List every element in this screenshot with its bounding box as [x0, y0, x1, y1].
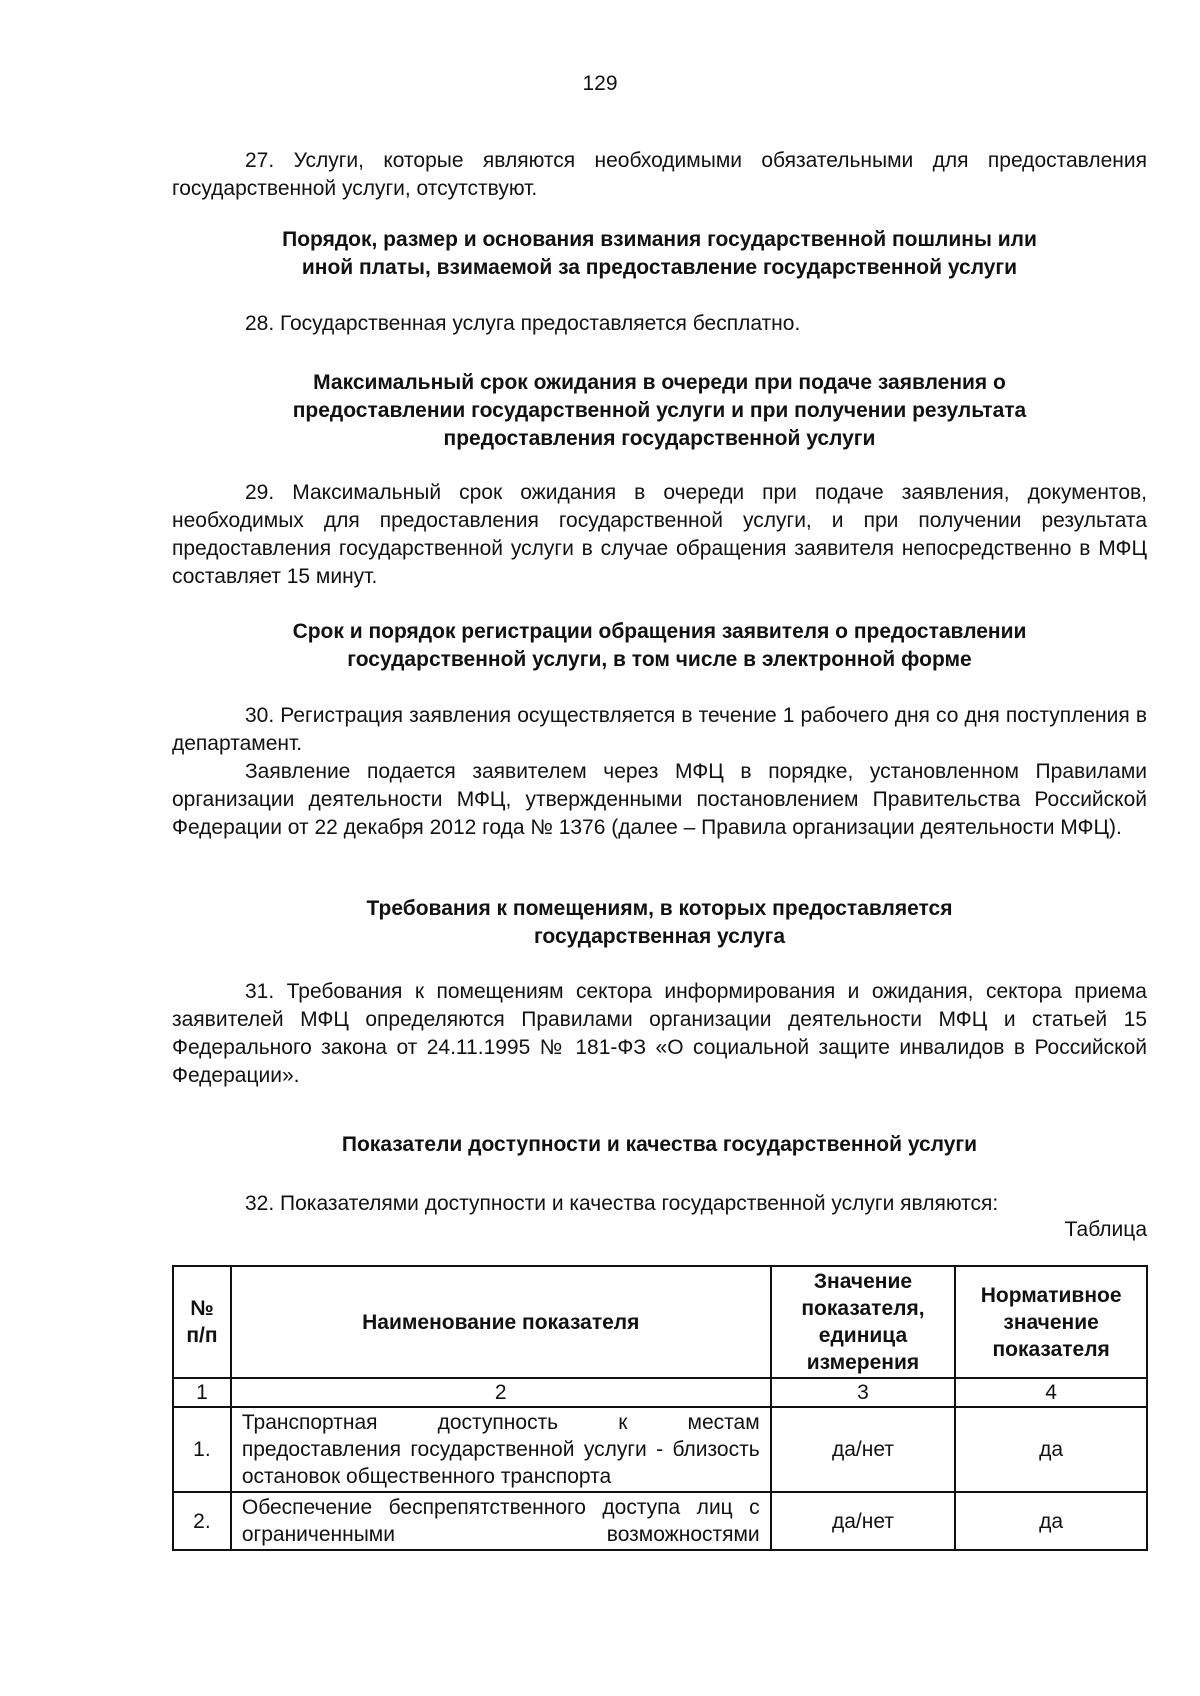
- heading-registration: [172, 618, 1147, 674]
- page-number: 129: [582, 72, 618, 95]
- heading-wait: [172, 369, 1147, 453]
- paragraph-28-text: 28. Государственная услуга предоставляется бесплатно.: [245, 312, 801, 335]
- row-2-value: да/нет: [771, 1492, 956, 1550]
- header-number: № п/п: [173, 1266, 231, 1378]
- header-norm: Нормативное значение показателя: [955, 1266, 1147, 1378]
- row-2-number: 2.: [173, 1492, 231, 1550]
- paragraph-29-text: 29. Максимальный срок ожидания в очереди при подаче заявления, документов, необходимых для предоставления государственной услуги, и при получении результата предоставления государственной услуги в случае обращения заявителя непосредственно в МФЦ составляет 15 минут.: [172, 481, 1147, 588]
- table-caption: Таблица: [1064, 1218, 1147, 1241]
- row-1-norm: да: [955, 1407, 1147, 1492]
- column-number-2: 2: [231, 1378, 771, 1407]
- heading-premises-line-1: Требования к помещениям, в которых предоставляется: [366, 897, 953, 920]
- heading-registration-line-2: государственной услуги, в том числе в электронной форме: [347, 648, 972, 671]
- paragraph-27-text: 27. Услуги, которые являются необходимыми обязательными для предоставления государственной услуги, отсутствуют.: [172, 149, 1147, 200]
- table-row: [173, 1407, 1147, 1492]
- heading-fee-line-1: Порядок, размер и основания взимания государственной пошлины или: [282, 228, 1037, 251]
- header-value: Значение показателя, единица измерения: [771, 1266, 956, 1378]
- table-header-row: [173, 1266, 1147, 1378]
- row-1-name: Транспортная доступность к местам предоставления государственной услуги - близость остановок общественного транспорта: [231, 1407, 771, 1492]
- heading-registration-line-1: Срок и порядок регистрации обращения заявителя о предоставлении: [292, 620, 1027, 643]
- row-2-norm: да: [955, 1492, 1147, 1550]
- indicators-table: [172, 1265, 1148, 1551]
- paragraph-29: [172, 479, 1147, 591]
- paragraph-30-text-a: 30. Регистрация заявления осуществляется в течение 1 рабочего дня со дня поступления в департамент.: [172, 704, 1147, 755]
- column-number-4: 4: [955, 1378, 1147, 1407]
- heading-wait-line-3: предоставления государственной услуги: [443, 427, 876, 450]
- paragraph-32-text: 32. Показателями доступности и качества государственной услуги являются:: [245, 1192, 999, 1215]
- paragraph-31-text: 31. Требования к помещениям сектора информирования и ожидания, сектора приема заявителей МФЦ определяются Правилами организации деятельности МФЦ и статьей 15 Федерального закона от 24.11.1995 № 181-ФЗ «О социальной защите инвалидов в Российской Федерации».: [172, 980, 1147, 1087]
- header-name: Наименование показателя: [231, 1266, 771, 1378]
- row-1-value: да/нет: [771, 1407, 956, 1492]
- heading-wait-line-1: Максимальный срок ожидания в очереди при подаче заявления о: [313, 371, 1006, 394]
- row-2-name: Обеспечение беспрепятственного доступа лиц с ограниченными возможностями: [231, 1492, 771, 1550]
- row-1-number: 1.: [173, 1407, 231, 1492]
- heading-premises-line-2: государственная услуга: [533, 925, 786, 948]
- heading-quality-line-1: Показатели доступности и качества государственной услуги: [341, 1133, 978, 1156]
- table-column-numbers-row: [173, 1378, 1147, 1407]
- heading-fee: [172, 226, 1147, 282]
- table-row: [173, 1492, 1147, 1550]
- paragraph-32: [172, 1190, 1147, 1218]
- heading-wait-line-2: предоставлении государственной услуги и при получении результата: [292, 399, 1027, 422]
- paragraph-30: [172, 702, 1147, 842]
- column-number-1: 1: [173, 1378, 231, 1407]
- heading-quality: [172, 1131, 1147, 1159]
- column-number-3: 3: [771, 1378, 956, 1407]
- heading-fee-line-2: иной платы, взимаемой за предоставление государственной услуги: [301, 256, 1018, 279]
- heading-premises: [172, 895, 1147, 951]
- paragraph-27: [172, 147, 1147, 203]
- paragraph-30-text-b: Заявление подается заявителем через МФЦ в порядке, установленном Правилами организации деятельности МФЦ, утвержденными постановлением Правительства Российской Федерации от 22 декабря 2012 года № 1376 (далее – Правила организации деятельности МФЦ).: [172, 760, 1147, 839]
- paragraph-31: [172, 978, 1147, 1090]
- paragraph-28: [172, 310, 1147, 338]
